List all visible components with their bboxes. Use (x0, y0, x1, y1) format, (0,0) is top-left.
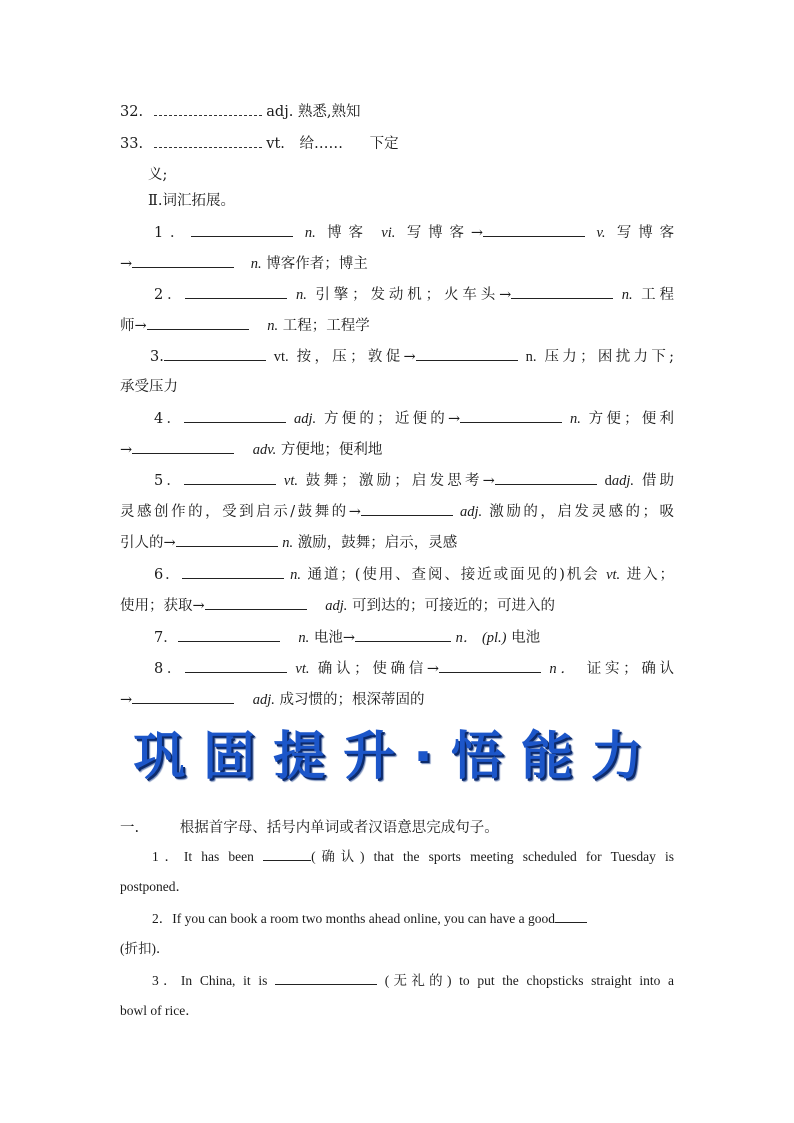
item-number: 8． (154, 661, 186, 677)
item-number: 3. (150, 349, 164, 365)
sentence-text: (确认) that the sports meeting scheduled for Tuesday is (311, 849, 674, 864)
arrow: → (120, 256, 133, 272)
item-meaning-b: 下定 (369, 136, 399, 152)
pos: n. (282, 535, 294, 551)
item-number: 5． (154, 473, 185, 489)
item-meaning-a: 给…… (299, 136, 344, 152)
meaning: 可到达的；可接近的；可进入的 (352, 598, 556, 614)
meaning: 写博客 (616, 225, 675, 241)
item-number: 2． (154, 287, 186, 303)
meaning: 灵感创作的，受到启示/鼓舞的→ (120, 504, 361, 520)
expansion-item-3-cont: 承受压力 (120, 379, 178, 395)
expansion-item-5-cont (120, 501, 674, 522)
sentence-1-cont: postponed． (120, 879, 189, 894)
meaning: 压力；困扰力下; (544, 349, 675, 365)
pos: adj. (293, 411, 317, 427)
expansion-item-3 (120, 346, 674, 367)
answer-blank[interactable] (132, 253, 234, 268)
pos: vt. (606, 567, 621, 583)
answer-blank[interactable] (176, 532, 278, 547)
answer-blank[interactable] (182, 564, 284, 579)
expansion-item-4-cont (120, 439, 674, 460)
item-number: 6． (154, 567, 182, 583)
expansion-item-1-cont (120, 253, 674, 274)
meaning: 引人的→ (120, 535, 176, 551)
item-number: 7． (154, 630, 178, 646)
answer-blank[interactable] (154, 101, 262, 116)
pos: adj. (325, 598, 348, 614)
section-instruction: 根据首字母、括号内单词或者汉语意思完成句子。 (179, 820, 499, 836)
answer-blank[interactable] (275, 970, 377, 985)
meaning: 工程；工程学 (282, 318, 370, 334)
sentence-text: 2．If you can book a room two months ahead online, you can have a good (152, 911, 556, 926)
answer-blank[interactable] (483, 222, 585, 237)
answer-blank[interactable] (511, 284, 613, 299)
meaning: 师→ (120, 318, 147, 334)
answer-blank[interactable] (184, 408, 286, 423)
pos: vt. (273, 349, 289, 365)
answer-blank[interactable] (361, 501, 453, 516)
meaning: 确认；使确信→ (317, 661, 440, 677)
expansion-item-5-cont2 (120, 532, 674, 553)
expansion-item-8 (120, 658, 674, 679)
item-number: 1． (154, 225, 192, 241)
expansion-item-6 (120, 564, 674, 585)
meaning: 通道；(使用、查阅、接近或面见的)机会 (307, 567, 600, 583)
answer-blank[interactable] (185, 658, 287, 673)
pos: n. (304, 225, 316, 241)
answer-blank[interactable] (147, 315, 249, 330)
meaning: 进入； (626, 567, 675, 583)
meaning: 电池→ (313, 630, 355, 646)
pos: n. (621, 287, 633, 303)
pos: v. (596, 225, 606, 241)
sentence-2 (120, 908, 674, 929)
meaning: 方便的；近便的→ (323, 411, 461, 427)
plural-note: (pl.) (481, 630, 507, 646)
sentence-text: 3．In China, it is (152, 973, 268, 988)
section1-heading (120, 818, 674, 838)
pos: n. (267, 318, 279, 334)
sentence-text: (无礼的) to put the chopsticks straight into a (384, 973, 675, 988)
item-number: 33. (120, 136, 144, 152)
section-number: 一. (120, 820, 140, 836)
pos: n. (569, 411, 581, 427)
expansion-item-2-cont (120, 315, 674, 336)
sentence-3-cont: bowl of rice． (120, 1003, 199, 1018)
answer-blank[interactable] (164, 346, 266, 361)
pos: n. (298, 630, 310, 646)
suffix-letter: d (604, 473, 612, 489)
arrow: → (120, 692, 133, 708)
answer-blank[interactable] (185, 284, 287, 299)
item-number: 4． (154, 411, 185, 427)
meaning: 方便；便利 (588, 411, 675, 427)
item-meaning: adj. 熟悉,熟知 (266, 104, 361, 120)
sentence-text: 1．It has been (152, 849, 254, 864)
answer-blank[interactable] (191, 222, 293, 237)
answer-blank[interactable] (184, 470, 276, 485)
meaning: 引擎；发动机；火车头→ (315, 287, 512, 303)
section-banner: 巩固提升·悟能力 (133, 727, 661, 787)
vocab-item-32 (120, 101, 674, 122)
section2-heading: Ⅱ.词汇拓展。 (148, 193, 235, 209)
answer-blank[interactable] (263, 846, 311, 861)
meaning: 鼓舞；激励；启发思考→ (305, 473, 495, 489)
meaning: 写博客→ (406, 225, 483, 241)
expansion-item-7 (120, 627, 674, 648)
answer-blank[interactable] (355, 627, 451, 642)
answer-blank[interactable] (154, 133, 262, 148)
expansion-item-5 (120, 470, 674, 491)
sentence-2-cont: (折扣)． (120, 941, 170, 956)
pos: adj. (252, 692, 275, 708)
answer-blank[interactable] (416, 346, 518, 361)
expansion-item-1 (120, 222, 674, 243)
vocab-item-33-cont: 义; (148, 167, 168, 183)
meaning: 博客 (327, 225, 370, 241)
pos: n. (290, 567, 301, 583)
answer-blank[interactable] (178, 627, 280, 642)
meaning: 博客作者；博主 (266, 256, 368, 272)
answer-blank[interactable] (439, 658, 541, 673)
pos: adv. (252, 442, 277, 458)
answer-blank[interactable] (495, 470, 597, 485)
meaning: 借助 (641, 473, 674, 489)
arrow: → (120, 442, 133, 458)
pos: n. (295, 287, 307, 303)
expansion-item-4 (120, 408, 674, 429)
meaning: 使用；获取→ (120, 598, 205, 614)
sentence-1 (120, 846, 674, 867)
vocab-item-33 (120, 133, 674, 154)
meaning: 工程 (641, 287, 675, 303)
pos: adj. (611, 473, 635, 489)
expansion-item-6-cont (120, 595, 674, 616)
answer-blank[interactable] (132, 689, 234, 704)
meaning: 激励，鼓舞；启示，灵感 (297, 535, 458, 551)
pos: n． (549, 661, 579, 677)
pos: vi. (381, 225, 396, 241)
pos: adj. (460, 504, 483, 520)
expansion-item-8-cont (120, 689, 674, 710)
meaning: 电池 (511, 630, 541, 646)
pos: n． (455, 630, 478, 646)
meaning: 成习惯的；根深蒂固的 (279, 692, 425, 708)
meaning: 激励的，启发灵感的；吸 (489, 504, 675, 520)
item-meaning-pos: vt. (266, 136, 285, 152)
sentence-3 (120, 970, 674, 991)
item-number: 32. (120, 104, 144, 120)
meaning: 方便地；便利地 (280, 442, 383, 458)
answer-blank[interactable] (132, 439, 234, 454)
pos: n. (525, 349, 537, 365)
meaning: 按，压；敦促→ (296, 349, 416, 365)
answer-blank[interactable] (555, 908, 587, 923)
expansion-item-2 (120, 284, 674, 305)
answer-blank[interactable] (460, 408, 562, 423)
pos: vt. (295, 661, 310, 677)
pos: n. (250, 256, 262, 272)
meaning: 证实；确认 (586, 661, 675, 677)
answer-blank[interactable] (205, 595, 307, 610)
pos: vt. (283, 473, 298, 489)
